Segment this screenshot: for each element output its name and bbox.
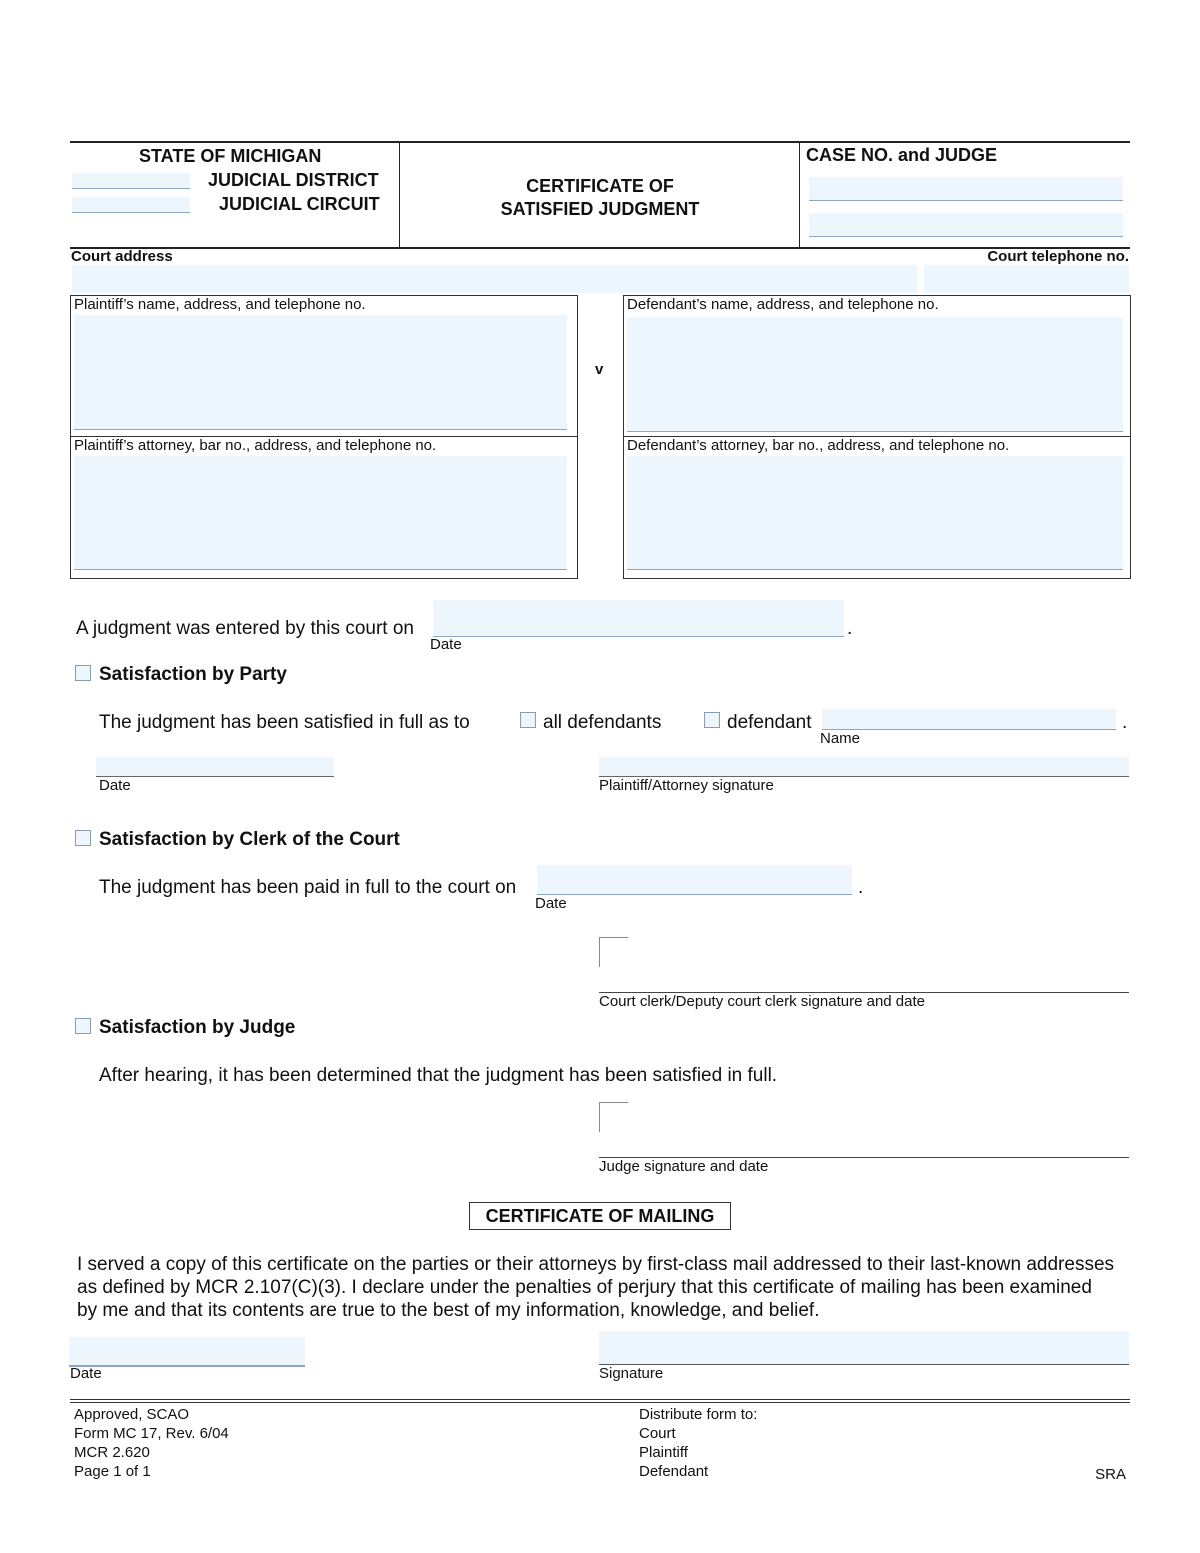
judge-signature-label: Judge signature and date [599,1158,769,1175]
defendant-name-field[interactable] [822,709,1116,730]
footer-form-info [74,1405,229,1481]
plaintiff-field[interactable] [74,315,567,430]
clerk-signature-label: Court clerk/Deputy court clerk signature and date [599,993,925,1010]
judge-heading: Satisfaction by Judge [99,1017,296,1038]
mailing-signature-label: Signature [599,1365,664,1382]
mailing-date-field[interactable] [69,1337,305,1367]
form-title-line1: CERTIFICATE OF [526,176,674,196]
form-title-line2: SATISFIED JUDGMENT [500,199,700,219]
clerk-period: . [858,877,864,898]
plaintiff-attorney-label: Plaintiff’s attorney, bar no., address, and telephone no. [74,437,437,454]
district-field[interactable] [72,173,190,189]
case-no-field[interactable] [809,177,1123,201]
footer-page: Page 1 of 1 [74,1463,151,1480]
clerk-text: The judgment has been paid in full to the court on [99,877,517,898]
footer-form-number: Form MC 17, Rev. 6/04 [74,1425,229,1442]
versus-label: v [595,361,604,378]
party-text: The judgment has been satisfied in full as to [99,712,470,733]
all-defendants-checkbox[interactable] [520,712,536,728]
mailing-line-2: as defined by MCR 2.107(C)(3). I declare under the penalties of perjury that this certificate of mailing has been examined [77,1277,1092,1298]
footer-distribute-court: Court [639,1425,676,1442]
clerk-date-label: Date [535,895,567,912]
mailing-line-3: by me and that its contents are true to the best of my information, knowledge, and belief. [77,1300,820,1321]
party-date-label: Date [99,777,131,794]
court-address-field[interactable] [72,265,917,293]
defendant-checkbox[interactable] [704,712,720,728]
judge-checkbox[interactable] [75,1018,91,1034]
defendant-name-label: Name [820,730,861,747]
party-checkbox[interactable] [75,665,91,681]
district-label: JUDICIAL DISTRICT [208,170,379,190]
clerk-checkbox[interactable] [75,830,91,846]
defendant-attorney-field[interactable] [627,456,1123,570]
footer-mcr: MCR 2.620 [74,1444,150,1461]
footer-code: SRA [1095,1466,1126,1483]
court-telephone-field[interactable] [924,265,1129,293]
state-label: STATE OF MICHIGAN [139,146,322,166]
footer-approved: Approved, SCAO [74,1406,190,1423]
footer-distribution [639,1405,757,1481]
mailing-line-1: I served a copy of this certificate on the parties or their attorneys by first-class mail addressed to their last-known addresses [77,1254,1115,1275]
judge-text: After hearing, it has been determined that the judgment has been satisfied in full. [99,1065,778,1086]
plaintiff-attorney-field[interactable] [74,456,567,570]
clerk-signature-marker-icon [599,937,628,967]
mailing-heading: CERTIFICATE OF MAILING [469,1202,731,1230]
footer-distribute-plaintiff: Plaintiff [639,1444,688,1461]
judgment-entered-text: A judgment was entered by this court on [76,618,414,639]
court-telephone-label: Court telephone no. [987,248,1129,265]
footer-distribute-label: Distribute form to: [639,1406,758,1423]
defendant-field[interactable] [627,317,1123,432]
circuit-field[interactable] [72,197,190,213]
clerk-heading: Satisfaction by Clerk of the Court [99,829,400,850]
header-top-rule [70,141,1130,143]
court-address-label: Court address [71,248,173,265]
footer-rule-top [70,1399,1130,1400]
all-defendants-label: all defendants [543,712,662,733]
mailing-paragraph [77,1253,1137,1322]
party-period: . [1122,712,1128,733]
defendant-option-label: defendant [727,712,812,733]
mailing-date-label: Date [70,1365,102,1382]
judgment-date-field[interactable] [433,600,844,637]
circuit-label: JUDICIAL CIRCUIT [219,194,380,214]
clerk-date-field[interactable] [537,865,852,895]
judgment-period: . [847,618,853,639]
judge-signature-marker-icon [599,1102,628,1132]
mailing-signature-field[interactable] [599,1331,1129,1365]
judgment-date-label: Date [430,636,462,653]
plaintiff-label: Plaintiff’s name, address, and telephone no. [74,296,366,313]
header-bottom-rule [70,247,1130,249]
case-no-label: CASE NO. and JUDGE [806,145,998,165]
footer-rule-bottom [70,1402,1130,1403]
party-date-field[interactable] [96,757,334,777]
party-heading: Satisfaction by Party [99,664,287,685]
defendant-attorney-label: Defendant’s attorney, bar no., address, and telephone no. [627,437,1010,454]
judge-field[interactable] [809,213,1123,237]
party-signature-field[interactable] [599,757,1129,777]
party-signature-label: Plaintiff/Attorney signature [599,777,774,794]
defendant-label: Defendant’s name, address, and telephone no. [627,296,939,313]
form-title [400,175,800,221]
footer-distribute-defendant: Defendant [639,1463,709,1480]
